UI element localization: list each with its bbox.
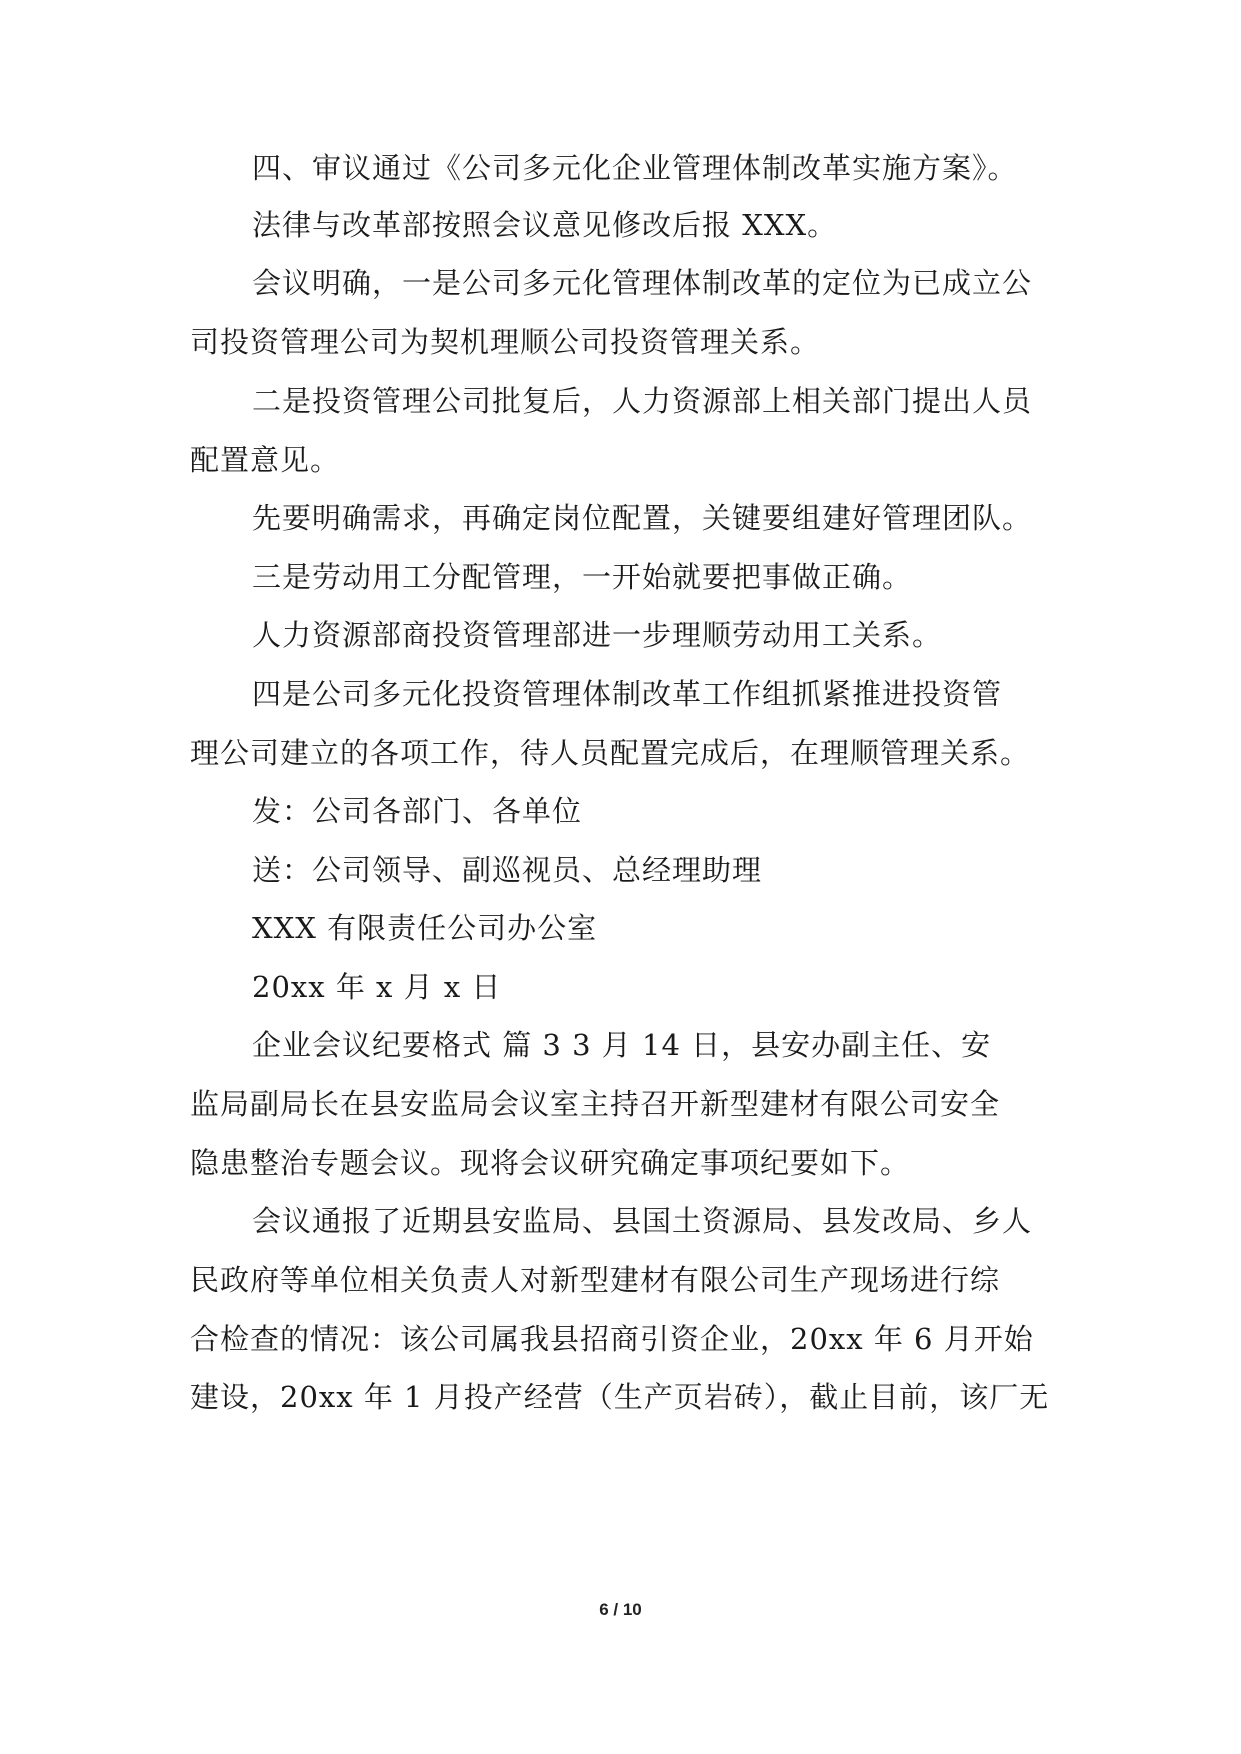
paragraph-line: 三是劳动用工分配管理，一开始就要把事做正确。 [252,560,913,594]
paragraph-line: 人力资源部商投资管理部进一步理顺劳动用工关系。 [252,618,943,652]
page-number: 6 / 10 [599,1600,642,1619]
paragraph-line: 会议通报了近期县安监局、县国土资源局、县发改局、乡人 [252,1204,1033,1238]
paragraph-line: 二是投资管理公司批复后，人力资源部上相关部门提出人员 [252,384,1033,418]
paragraph-line: 会议明确，一是公司多元化管理体制改革的定位为已成立公 [252,266,1033,300]
paragraph-line: 合检查的情况：该公司属我县招商引资企业，20xx 年 6 月开始 [190,1322,1034,1356]
paragraph-line: 配置意见。 [190,443,341,477]
paragraph-line: 送：公司领导、副巡视员、总经理助理 [252,853,763,887]
paragraph-line: 20xx 年 x 月 x 日 [252,970,502,1004]
paragraph-line: 四是公司多元化投资管理体制改革工作组抓紧推进投资管 [252,677,1003,711]
paragraph-line: 四、审议通过《公司多元化企业管理体制改革实施方案》。 [252,151,1018,185]
paragraph-line: 发：公司各部门、各单位 [252,794,583,828]
paragraph-line: 理公司建立的各项工作，待人员配置完成后，在理顺管理关系。 [190,736,1031,770]
paragraph-line: 司投资管理公司为契机理顺公司投资管理关系。 [190,325,821,359]
paragraph-line: 建设，20xx 年 1 月投产经营（生产页岩砖），截止目前，该厂无 [190,1380,1050,1414]
paragraph-line: 民政府等单位相关负责人对新型建材有限公司生产现场进行综 [190,1263,1001,1297]
paragraph-line: XXX 有限责任公司办公室 [252,911,598,945]
paragraph-line: 企业会议纪要格式 篇 3 3 月 14 日，县安办副主任、安 [252,1028,992,1062]
paragraph-line: 先要明确需求，再确定岗位配置，关键要组建好管理团队。 [252,501,1033,535]
paragraph-line: 法律与改革部按照会议意见修改后报 XXX。 [252,208,838,242]
paragraph-line: 隐患整治专题会议。现将会议研究确定事项纪要如下。 [190,1146,911,1180]
paragraph-line: 监局副局长在县安监局会议室主持召开新型建材有限公司安全 [190,1087,1001,1121]
